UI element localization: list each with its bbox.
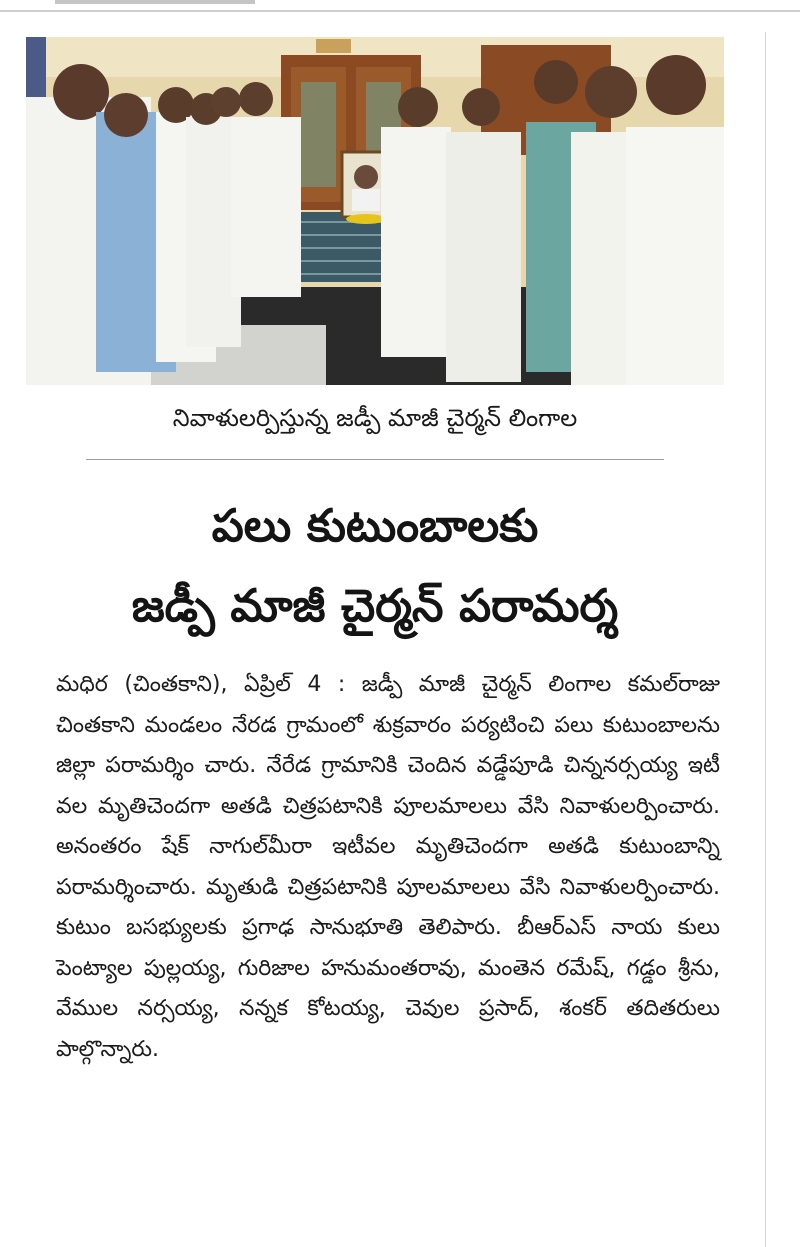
top-header-fragment xyxy=(55,0,255,4)
headline-line-2: జడ్పీ మాజీ చైర్మన్ పరామర్శ xyxy=(131,579,619,632)
top-divider xyxy=(0,10,800,12)
photo-caption: నివాళులర్పిస్తున్న జడ్పీ మాజీ చైర్మన్ లింగాల xyxy=(172,404,578,432)
headline-line-1: పలు కుటుంబాలకు xyxy=(211,499,539,552)
article-paragraph: మధిర (చింతకాని), ఏప్రిల్ 4 : జడ్పీ మాజీ చైర్మన్ లింగాల కమల్‌రాజు చింతకాని మండలం నేరడ గ్రామంలో శుక్రవారం పర్యటించి పలు కుటుంబాలను జిల్లా పరామర్శిం చారు. నేరేడ గ్రామానికి చెందిన వడ్డేపూడి చిన్ననర్సయ్య ఇటీ వల మృతిచెందగా అతడి చిత్రపటానికి పూలమాలలు వేసి నివాళులర్పించారు. అనంతరం షేక్ నాగుల్‌మీరా ఇటీవల మృతిచెందగా అతడి కుటుంబాన్ని పరామర్శించారు. మృతుడి చిత్రపటానికి పూలమాలలు వేసి నివాళులర్పించారు. కుటుం బసభ్యులకు ప్రగాఢ సానుభూతి తెలిపారు. బీఆర్ఎస్ నాయ కులు పెంట్యాల పుల్లయ్య, గురిజాల హనుమంతరావు, మంతెన రమేష్, గడ్డం శ్రీను, వేముల నర్సయ్య, నన్నక కోటయ్య, చెవుల ప్రసాద్, శంకర్ తదితరులు పాల్గొన్నారు. xyxy=(56,672,720,1062)
caption-divider xyxy=(86,459,664,460)
column-divider xyxy=(765,32,766,1247)
article-headline xyxy=(26,486,724,646)
group-photo-icon xyxy=(26,37,724,385)
news-photo xyxy=(26,37,724,385)
article-body xyxy=(56,665,720,1070)
